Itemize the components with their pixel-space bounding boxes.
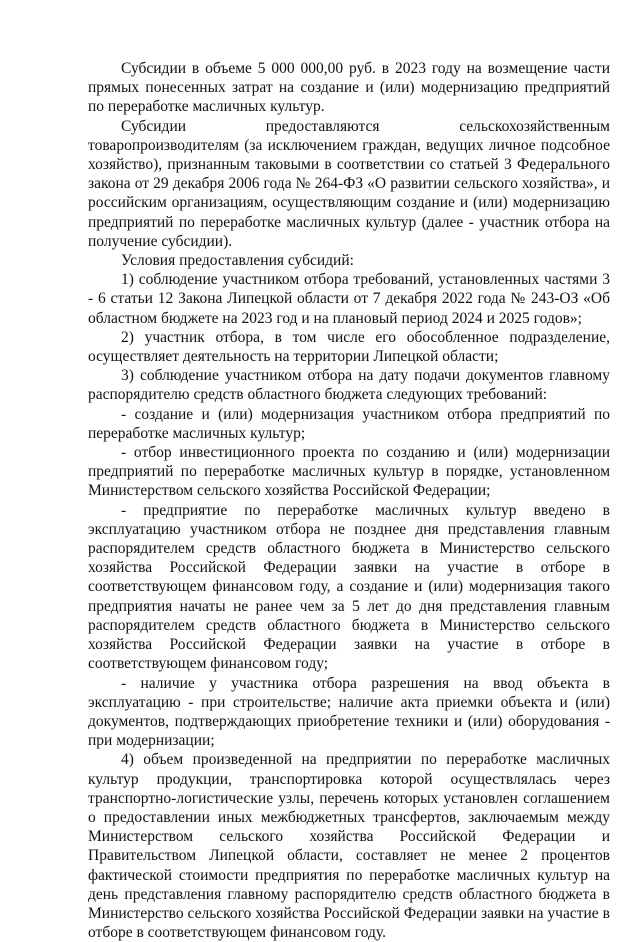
- paragraph-condition-4: 4) объем произведенной на предприятии по переработке масличных культур продукции, транспортировка которой осуществлялась через транспортно-логистические узлы, перечень которых установлен соглашением о предоставлении иных межбюджетных трансфертов, заключаемым между Министерством сельского хозяйства Российской Федерации и Правительством Липецкой области, составляет не менее 2 процентов фактической стоимости предприятия по переработке масличных культур на день представления главному распорядителю средств областного бюджета в Министерство сельского хозяйства Российской Федерации заявки на участие в отборе в соответствующем финансовом году.: [88, 751, 610, 942]
- document-page: [88, 59, 610, 942]
- paragraph-condition-2: 2) участник отбора, в том числе его обособленное подразделение, осуществляет деятельность на территории Липецкой области;: [88, 328, 610, 366]
- paragraph-requirement-permits: - наличие у участника отбора разрешения на ввод объекта в эксплуатацию - при строительстве; наличие акта приемки объекта и (или) документов, подтверждающих приобретение техники и (или) оборудования - при модернизации;: [88, 674, 610, 750]
- paragraph-condition-3: 3) соблюдение участником отбора на дату подачи документов главному распорядителю средств областного бюджета следующих требований:: [88, 367, 610, 404]
- paragraph-conditions-heading: Условия предоставления субсидий:: [121, 252, 354, 270]
- paragraph-condition-1: 1) соблюдение участником отбора требований, установленных частями 3 - 6 статьи 12 Закона Липецкой области от 7 декабря 2022 года № 243-ОЗ «Об областном бюджете на 2023 год и на плановый период 2024 и 2025 годов»;: [88, 271, 610, 327]
- paragraph-requirement-project-selection: - отбор инвестиционного проекта по созданию и (или) модернизации предприятий по переработке масличных культур в порядке, установленном Министерством сельского хозяйства Российской Федерации;: [88, 444, 610, 500]
- paragraph-subsidy-volume: Субсидии в объеме 5 000 000,00 руб. в 2023 году на возмещение части прямых понесенных затрат на создание и (или) модернизацию предприятий по переработке масличных культур.: [88, 60, 610, 116]
- paragraph-recipients: Субсидии предоставляются сельскохозяйственным товаропроизводителям (за исключением граждан, ведущих личное подсобное хозяйство), признанным таковыми в соответствии со статьей 3 Федерального закона от 29 декабря 2006 года № 264-ФЗ «О развитии сельского хозяйства», и российским организациям, осуществляющим создание и (или) модернизацию предприятий по переработке масличных культур (далее - участник отбора на получение субсидии).: [88, 117, 610, 250]
- paragraph-requirement-commissioning: - предприятие по переработке масличных культур введено в эксплуатацию участником отбора не позднее дня представления главным распорядителем средств областного бюджета в Министерство сельского хозяйства Российской Федерации заявки на участие в отборе в соответствующем финансовом году, а создание и (или) модернизация такого предприятия начаты не ранее чем за 5 лет до дня представления главным распорядителем средств областного бюджета в Министерство сельского хозяйства Российской Федерации заявки на участие в отборе в соответствующем финансовом году;: [88, 501, 610, 673]
- paragraph-requirement-creation: - создание и (или) модернизация участником отбора предприятий по переработке масличных культур;: [88, 405, 610, 442]
